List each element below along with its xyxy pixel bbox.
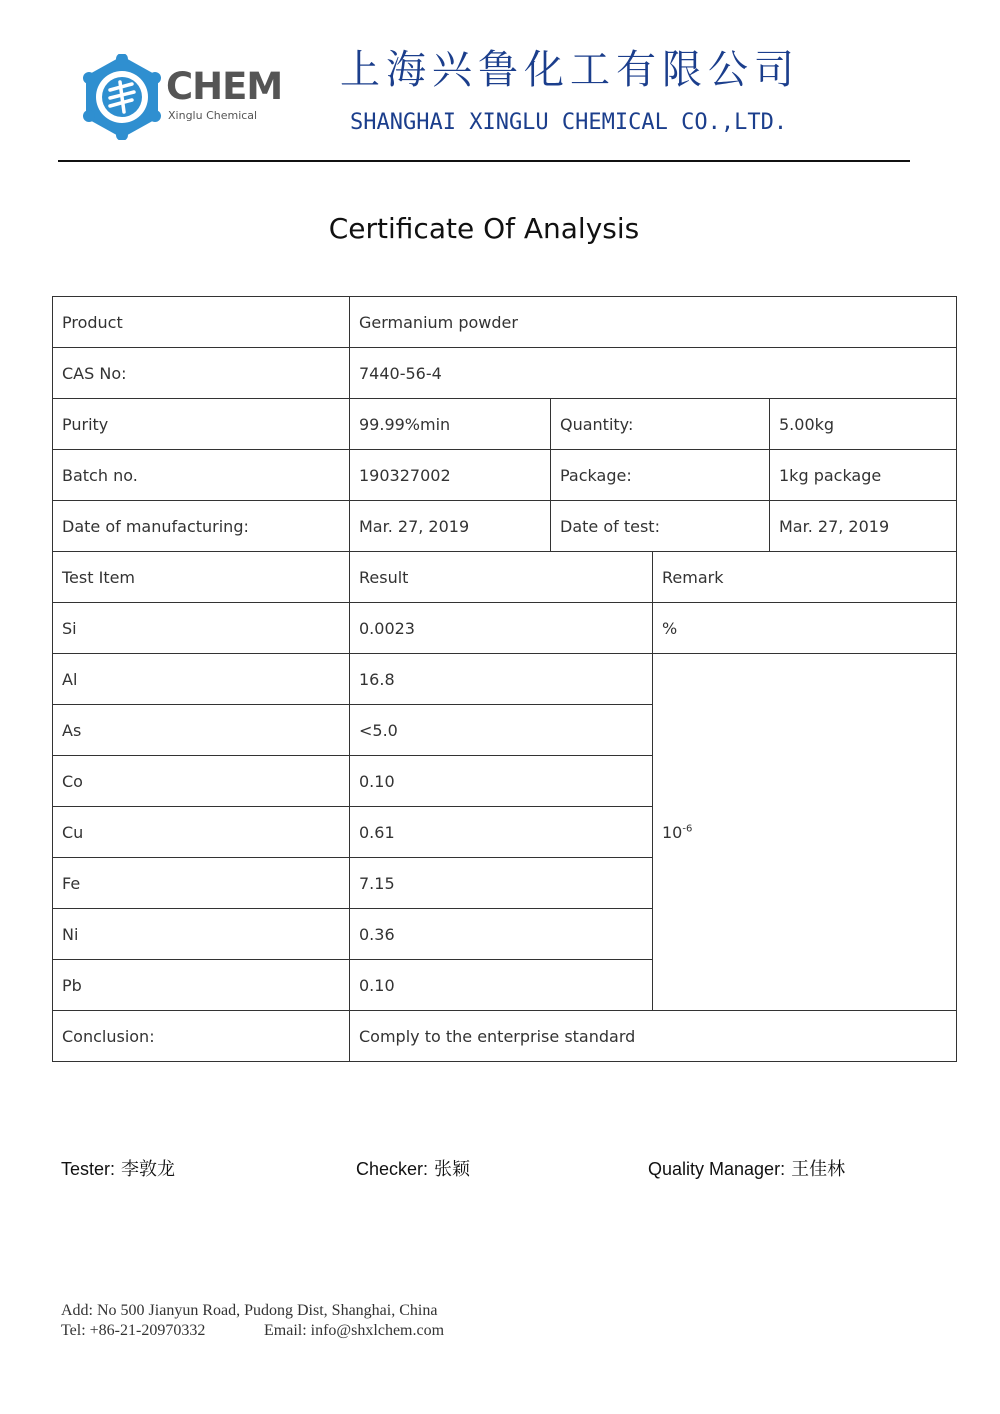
element-remark: % xyxy=(653,603,957,654)
quantity-value: 5.00kg xyxy=(770,399,957,450)
test-item-header: Test Item xyxy=(53,552,350,603)
element-result: 0.0023 xyxy=(350,603,653,654)
element-result: 7.15 xyxy=(350,858,653,909)
element-result: 16.8 xyxy=(350,654,653,705)
company-name-chinese: 上海兴鲁化工有限公司 xyxy=(340,47,800,93)
table-row xyxy=(53,654,957,705)
element-name: Fe xyxy=(53,858,350,909)
table-row xyxy=(53,450,957,501)
footer-tel: Tel: +86-21-20970332 xyxy=(61,1322,206,1339)
test-date-value: Mar. 27, 2019 xyxy=(770,501,957,552)
tester-label: Tester: xyxy=(61,1159,116,1179)
element-result: <5.0 xyxy=(350,705,653,756)
element-result: 0.10 xyxy=(350,960,653,1011)
element-name: Al xyxy=(53,654,350,705)
table-row xyxy=(53,603,957,654)
package-value: 1kg package xyxy=(770,450,957,501)
batch-label: Batch no. xyxy=(53,450,350,501)
tester-name: 李敦龙 xyxy=(121,1159,176,1180)
ppm-remark-base: 10 xyxy=(662,822,683,842)
element-result: 0.36 xyxy=(350,909,653,960)
logo-wordmark: CHEM xyxy=(166,65,283,108)
element-name: Si xyxy=(53,603,350,654)
footer-address: Add: No 500 Jianyun Road, Pudong Dist, Shanghai, China xyxy=(61,1302,438,1319)
manager-name: 王佳林 xyxy=(791,1159,846,1180)
company-logo xyxy=(80,54,283,140)
header-divider xyxy=(58,160,910,162)
element-result: 0.61 xyxy=(350,807,653,858)
table-row xyxy=(53,399,957,450)
element-name: Ni xyxy=(53,909,350,960)
element-name: Pb xyxy=(53,960,350,1011)
table-row xyxy=(53,1011,957,1062)
analysis-table xyxy=(52,296,957,1062)
batch-value: 190327002 xyxy=(350,450,551,501)
element-name: As xyxy=(53,705,350,756)
element-name: Cu xyxy=(53,807,350,858)
tester-signature xyxy=(61,1155,175,1181)
remark-header: Remark xyxy=(653,552,957,603)
quantity-label: Quantity: xyxy=(551,399,770,450)
checker-signature xyxy=(356,1155,470,1181)
manager-label: Quality Manager: xyxy=(648,1159,786,1179)
checker-label: Checker: xyxy=(356,1159,429,1179)
table-row xyxy=(53,297,957,348)
conclusion-label: Conclusion: xyxy=(53,1011,350,1062)
table-row xyxy=(53,501,957,552)
logo-subtitle: Xinglu Chemical xyxy=(168,109,258,122)
cas-value: 7440-56-4 xyxy=(350,348,957,399)
conclusion-value: Comply to the enterprise standard xyxy=(350,1011,957,1062)
package-label: Package: xyxy=(551,450,770,501)
mfg-date-label: Date of manufacturing: xyxy=(53,501,350,552)
product-label: Product xyxy=(53,297,350,348)
purity-label: Purity xyxy=(53,399,350,450)
element-name: Co xyxy=(53,756,350,807)
ppm-remark xyxy=(653,654,957,1011)
mfg-date-value: Mar. 27, 2019 xyxy=(350,501,551,552)
cas-label: CAS No: xyxy=(53,348,350,399)
table-row xyxy=(53,348,957,399)
hexagon-logo-icon xyxy=(80,54,164,140)
footer-email: Email: info@shxlchem.com xyxy=(264,1322,445,1339)
product-value: Germanium powder xyxy=(350,297,957,348)
company-name-english: SHANGHAI XINGLU CHEMICAL CO.,LTD. xyxy=(350,110,788,135)
document-title: Certificate Of Analysis xyxy=(328,212,640,245)
element-result: 0.10 xyxy=(350,756,653,807)
table-row xyxy=(53,552,957,603)
test-date-label: Date of test: xyxy=(551,501,770,552)
ppm-remark-exponent: -6 xyxy=(682,823,693,835)
manager-signature xyxy=(648,1155,845,1181)
purity-value: 99.99%min xyxy=(350,399,551,450)
checker-name: 张颖 xyxy=(434,1159,471,1180)
result-header: Result xyxy=(350,552,653,603)
